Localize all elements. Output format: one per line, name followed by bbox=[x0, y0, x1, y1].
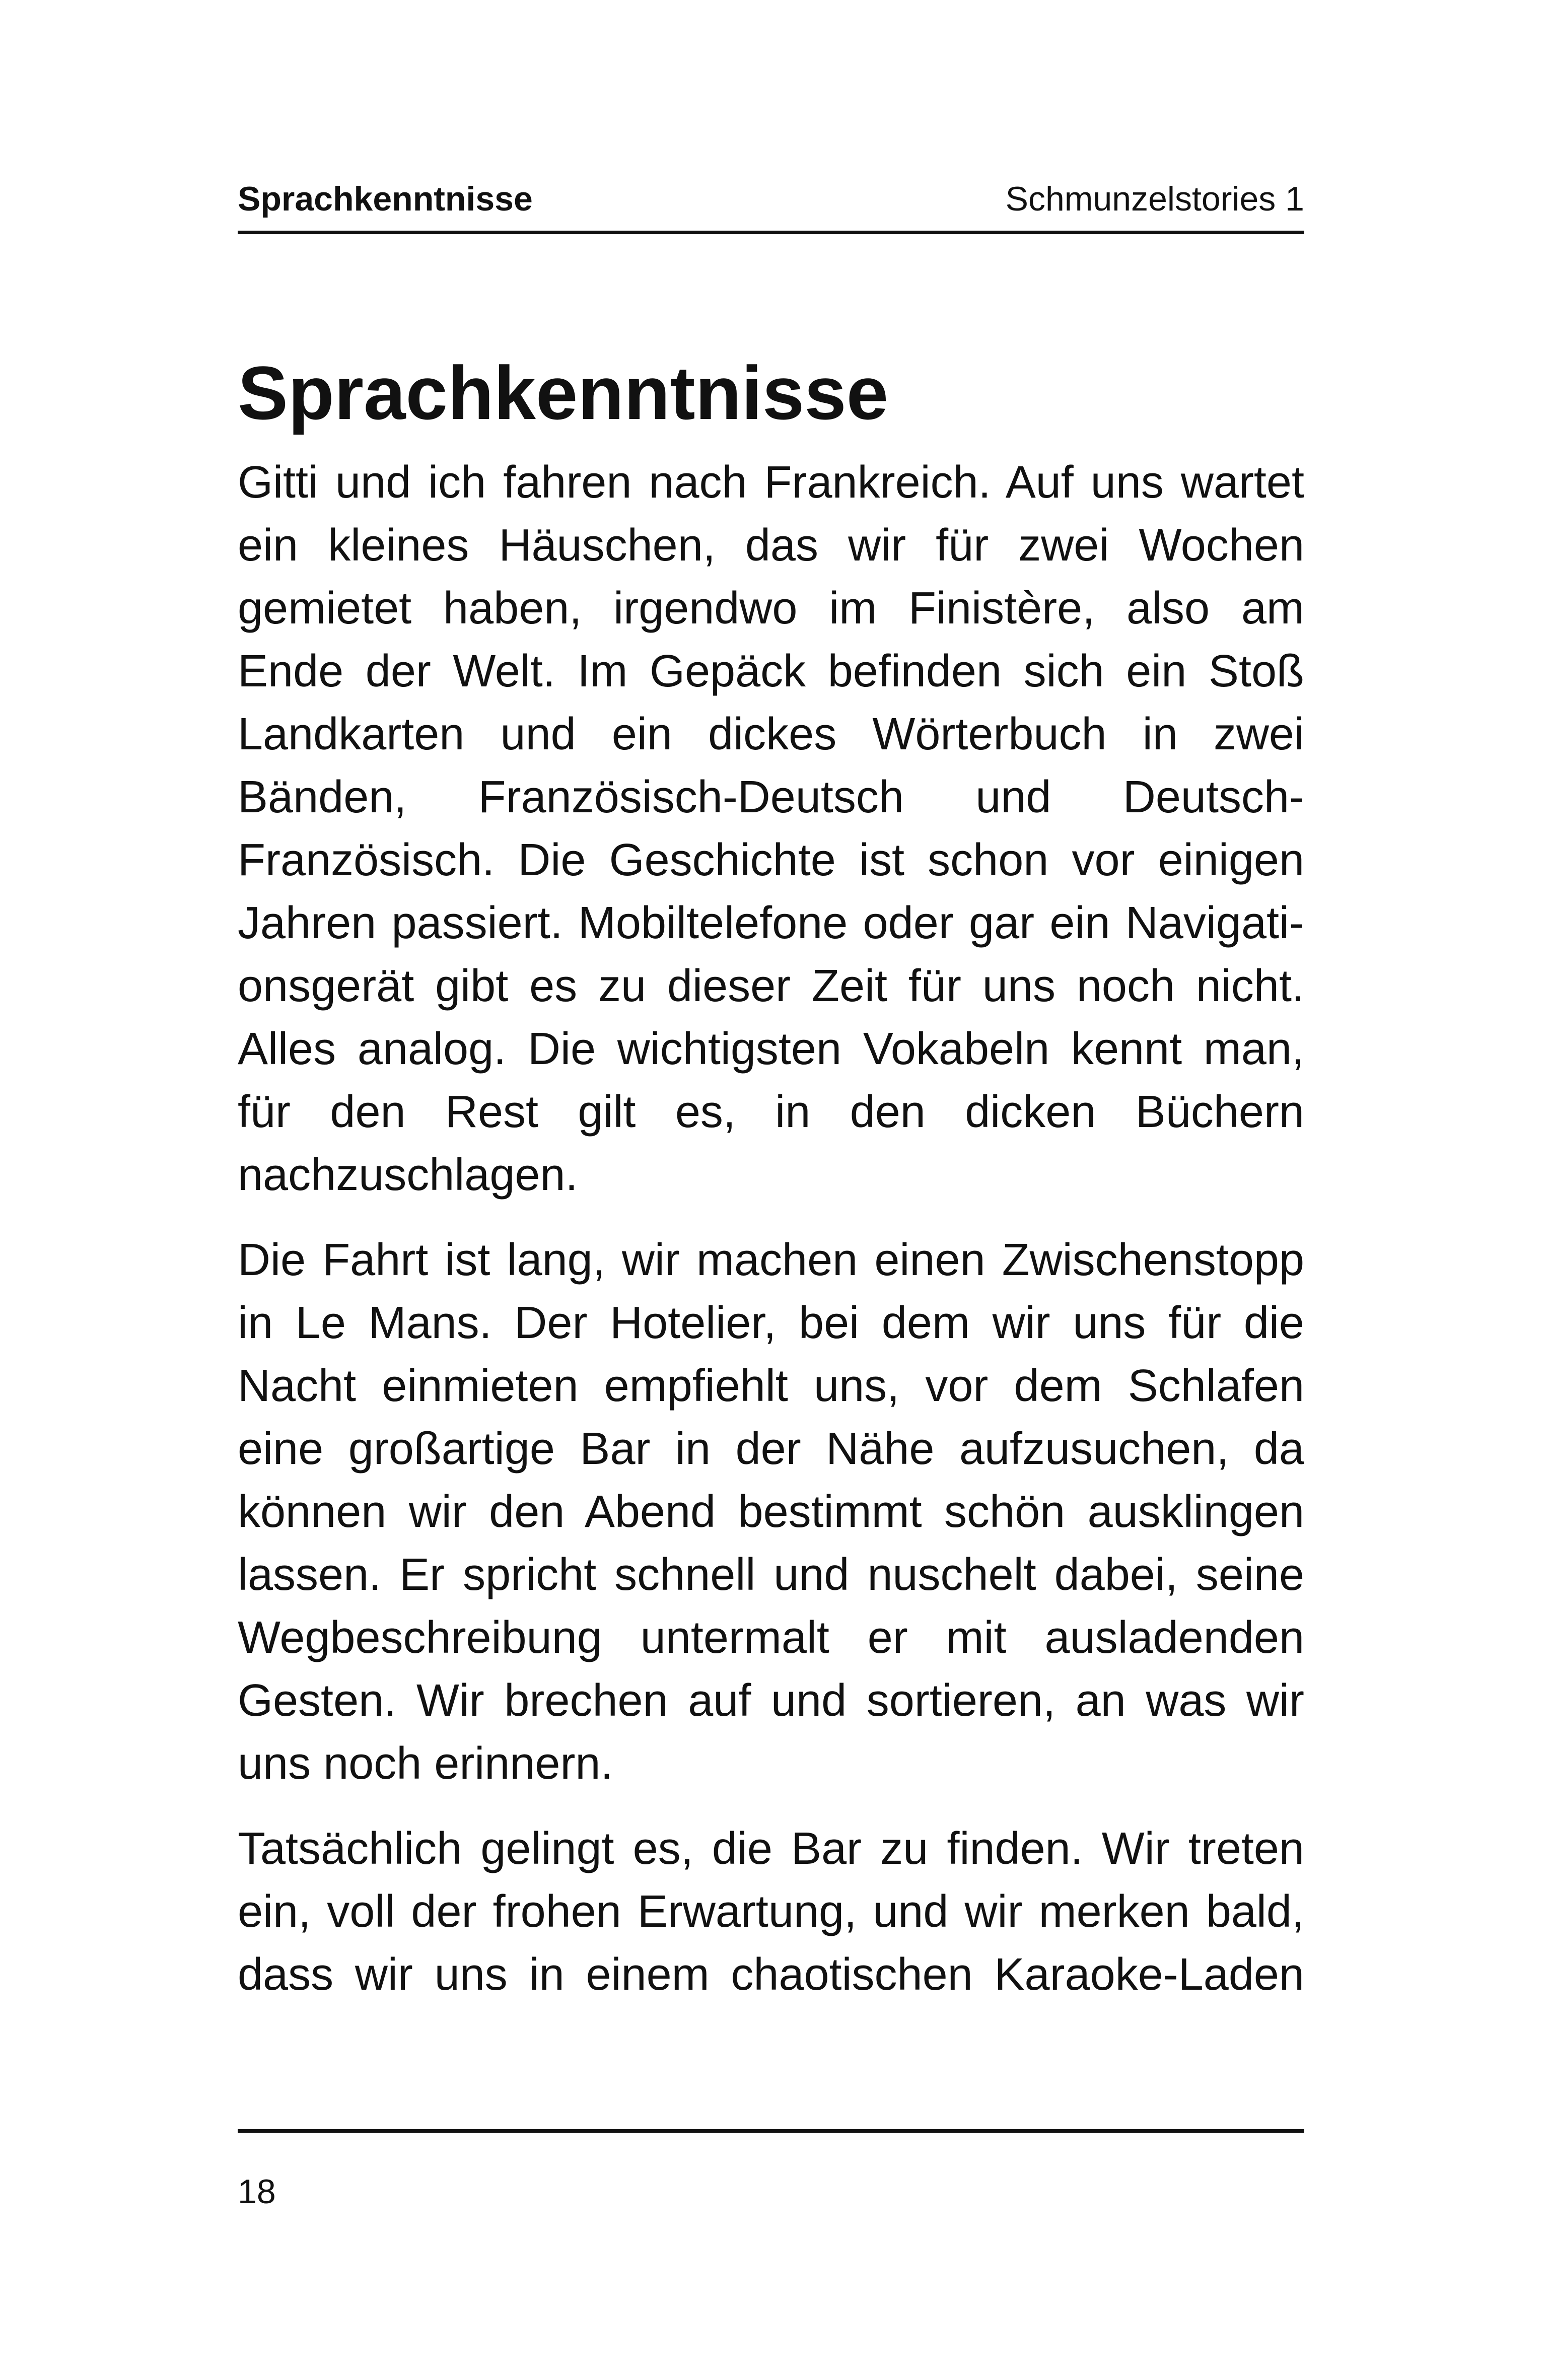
footer-rule bbox=[238, 2129, 1304, 2133]
running-header-book-title: Schmunzelstories 1 bbox=[1005, 180, 1304, 218]
body-paragraph-3: Tatsächlich gelingt es, die Bar zu finden. Wir treten ein, voll der frohen Erwartung, und wir merken bald, dass wir uns in einem chaotischen Karaoke-Laden bbox=[238, 1824, 1304, 2000]
chapter-title: Sprachkenntnisse bbox=[238, 351, 889, 435]
running-header bbox=[238, 174, 1304, 234]
body-paragraph-1: Gitti und ich fahren nach Frankreich. Auf uns wartet ein kleines Häuschen, das wir für zwei Wochen gemietet haben, irgendwo im Finistère, also am Ende der Welt. Im Gepäck befinden sich ein Stoß Landkarten und ein dickes Wörterbuch in zwei Bänden, Französisch-Deutsch und Deutsch-Französisch. Die Geschichte ist schon vor einigen Jahren passiert. Mobiltelefone oder gar ein Navigationsgerät gibt es zu dieser Zeit für uns noch nicht. Alles analog. Die wichtigsten Vokabeln kennt man, für den Rest gilt es, in den dicken Büchern nachzuschlagen. bbox=[238, 457, 1304, 1200]
body-paragraph-2: Die Fahrt ist lang, wir machen einen Zwischenstopp in Le Mans. Der Hotelier, bei dem wir uns für die Nacht einmieten empfiehlt uns, vor dem Schlafen eine großartige Bar in der Nähe aufzusuchen, da können wir den Abend bestimmt schön ausklingen lassen. Er spricht schnell und nuschelt dabei, seine Wegbeschreibung untermalt er mit ausladenden Gesten. Wir brechen auf und sortieren, an was wir uns noch erinnern. bbox=[238, 1235, 1304, 1789]
page-number: 18 bbox=[238, 2173, 276, 2211]
running-header-chapter: Sprachkenntnisse bbox=[238, 180, 533, 218]
page-body bbox=[238, 342, 1304, 2006]
